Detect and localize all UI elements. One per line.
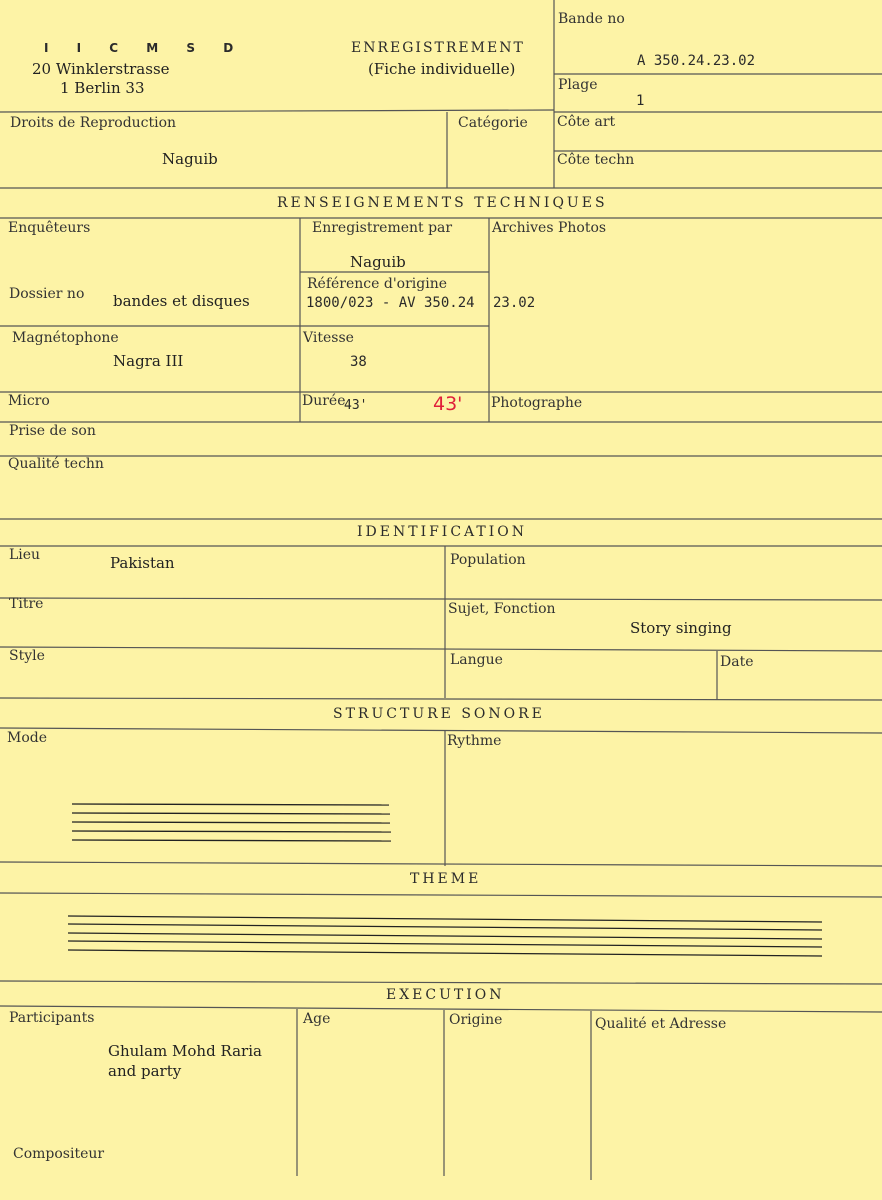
participants-value-line2: and party — [108, 1062, 182, 1080]
mode-label: Mode — [7, 730, 48, 746]
reference-label: Référence d'origine — [307, 276, 448, 292]
participants-label: Participants — [9, 1010, 95, 1026]
origine-label: Origine — [449, 1012, 503, 1028]
archives-photos-label: Archives Photos — [492, 220, 607, 236]
magnetophone-label: Magnétophone — [12, 330, 119, 346]
participants-value-line1: Ghulam Mohd Raria — [108, 1042, 262, 1060]
reference-value-b: 23.02 — [493, 295, 536, 311]
dossier-label: Dossier no — [9, 286, 85, 302]
qualite-techn-label: Qualité techn — [8, 456, 104, 472]
droits-label: Droits de Reproduction — [10, 115, 177, 131]
lieu-label: Lieu — [9, 547, 41, 563]
section-theme-title: THEME — [410, 871, 482, 887]
langue-label: Langue — [450, 652, 503, 668]
sujet-label: Sujet, Fonction — [448, 601, 556, 617]
org-logo: I I C M S D — [44, 41, 246, 55]
bande-value: A 350.24.23.02 — [637, 53, 756, 69]
dossier-value: bandes et disques — [113, 292, 250, 310]
cote-art-label: Côte art — [557, 114, 616, 130]
enqueteurs-label: Enquêteurs — [8, 220, 91, 236]
theme-staff — [68, 916, 822, 956]
compositeur-label: Compositeur — [13, 1146, 105, 1162]
duree-value: 43' — [344, 398, 368, 413]
vitesse-label: Vitesse — [303, 330, 354, 346]
section-execution-title: EXECUTION — [386, 987, 505, 1003]
photographe-label: Photographe — [491, 395, 583, 411]
plage-value: 1 — [636, 93, 645, 109]
sujet-value: Story singing — [630, 619, 732, 637]
section-structure-title: STRUCTURE SONORE — [333, 706, 545, 722]
date-label: Date — [720, 654, 754, 670]
plage-label: Plage — [558, 77, 598, 93]
micro-label: Micro — [8, 393, 50, 409]
enregistrement-par-value: Naguib — [350, 253, 406, 271]
categorie-label: Catégorie — [458, 115, 528, 131]
vitesse-value: 38 — [350, 354, 367, 370]
enregistrement-par-label: Enregistrement par — [312, 220, 453, 236]
form-subtitle: (Fiche individuelle) — [368, 60, 516, 78]
droits-value: Naguib — [162, 150, 218, 168]
cote-techn-label: Côte techn — [557, 152, 635, 168]
section-technical-title: RENSEIGNEMENTS TECHNIQUES — [277, 195, 608, 211]
mode-staff — [72, 804, 391, 841]
magnetophone-value: Nagra III — [113, 352, 184, 370]
bande-label: Bande no — [558, 11, 625, 27]
section-identification-title: IDENTIFICATION — [357, 524, 527, 540]
prise-de-son-label: Prise de son — [9, 423, 96, 439]
rythme-label: Rythme — [447, 733, 502, 749]
form-title: ENREGISTREMENT — [351, 40, 525, 56]
org-address-city: 1 Berlin 33 — [60, 79, 145, 97]
lieu-value: Pakistan — [110, 554, 175, 572]
style-label: Style — [9, 648, 45, 664]
age-label: Age — [303, 1011, 331, 1027]
duree-handwritten: 43' — [433, 393, 463, 415]
reference-value-a: 1800/023 - AV 350.24 — [306, 295, 475, 311]
titre-label: Titre — [9, 596, 44, 612]
population-label: Population — [450, 552, 526, 568]
qualite-adresse-label: Qualité et Adresse — [595, 1016, 727, 1032]
duree-label: Durée — [302, 393, 346, 409]
org-address-street: 20 Winklerstrasse — [32, 60, 170, 78]
